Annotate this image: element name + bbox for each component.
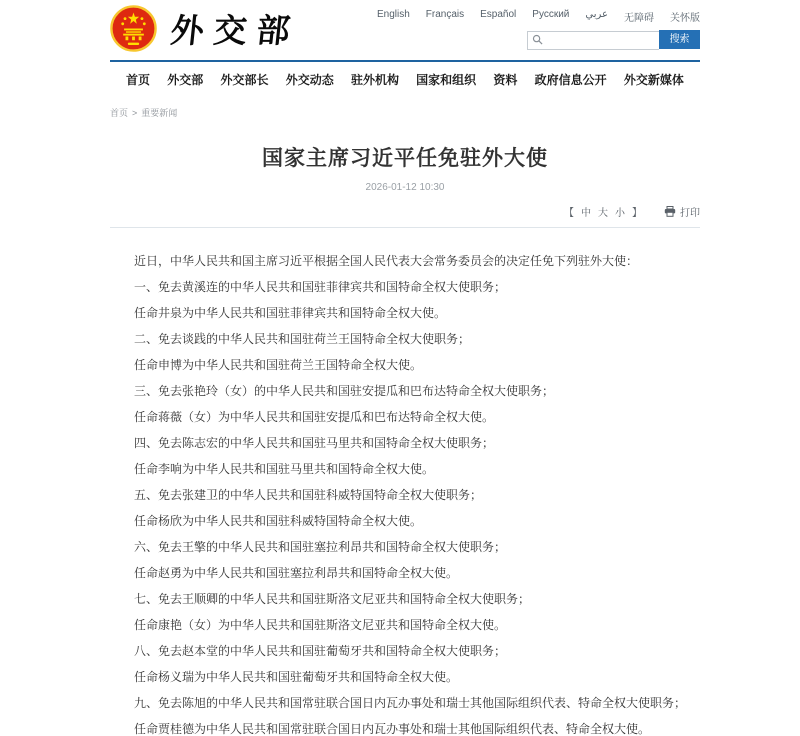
article-paragraph: 任命杨欣为中华人民共和国驻科威特国特命全权大使。 — [134, 514, 423, 528]
search-button[interactable]: 搜索 — [659, 30, 700, 49]
article-toolbar — [110, 204, 700, 228]
site-header — [110, 0, 700, 60]
nav-item[interactable]: 外交动态 — [285, 73, 334, 87]
language-link[interactable]: 关怀版 — [670, 13, 700, 24]
article-paragraph: 任命李响为中华人民共和国驻马里共和国特命全权大使。 — [134, 462, 435, 476]
article-date: 2026-01-12 10:30 — [365, 182, 445, 193]
language-link[interactable]: Español — [480, 9, 517, 20]
article-paragraph: 九、免去陈旭的中华人民共和国常驻联合国日内瓦办事处和瑞士其他国际组织代表、特命全权大使职务； — [134, 696, 687, 710]
bracket-close: 】 — [632, 208, 642, 219]
article-body — [110, 228, 700, 736]
breadcrumb-current[interactable]: 重要新闻 — [141, 108, 178, 118]
article-paragraph: 七、免去王顺卿的中华人民共和国驻斯洛文尼亚共和国特命全权大使职务； — [134, 592, 531, 606]
article-paragraph: 任命申博为中华人民共和国驻荷兰王国特命全权大使。 — [134, 358, 423, 372]
search-input[interactable] — [527, 31, 659, 50]
main-nav — [110, 60, 700, 97]
article-paragraph: 任命康艳（女）为中华人民共和国驻斯洛文尼亚共和国特命全权大使。 — [134, 618, 507, 632]
language-links — [377, 9, 700, 24]
nav-item[interactable]: 政府信息公开 — [534, 73, 607, 87]
print-button[interactable] — [664, 204, 700, 219]
search-box — [527, 30, 659, 50]
search-icon — [532, 34, 543, 45]
nav-item[interactable]: 外交部 — [167, 73, 204, 87]
language-link[interactable]: Français — [425, 9, 465, 20]
article-paragraph: 任命赵勇为中华人民共和国驻塞拉利昂共和国特命全权大使。 — [134, 566, 459, 580]
printer-icon — [664, 206, 676, 217]
article-paragraph: 任命蒋薇（女）为中华人民共和国驻安提瓜和巴布达特命全权大使。 — [134, 410, 495, 424]
site-title-calligraphy: 外交部 — [168, 12, 302, 49]
article-paragraph: 八、免去赵本堂的中华人民共和国驻葡萄牙共和国特命全权大使职务； — [134, 644, 507, 658]
font-size-small[interactable]: 小 — [615, 208, 625, 219]
article-paragraph: 任命井泉为中华人民共和国驻菲律宾共和国特命全权大使。 — [134, 306, 447, 320]
page-title: 国家主席习近平任免驻外大使 — [262, 147, 548, 170]
search-bar — [527, 30, 700, 50]
nav-item[interactable]: 首页 — [126, 73, 151, 87]
page-container — [110, 0, 700, 736]
nav-item[interactable]: 外交新媒体 — [623, 73, 684, 87]
article-paragraph: 四、免去陈志宏的中华人民共和国驻马里共和国特命全权大使职务； — [134, 436, 495, 450]
language-link[interactable]: English — [376, 9, 410, 20]
language-link[interactable]: 无障碍 — [624, 13, 654, 24]
language-link[interactable]: Русский — [532, 9, 570, 20]
article-paragraph: 五、免去张建卫的中华人民共和国驻科威特国特命全权大使职务； — [134, 488, 483, 502]
font-size-controls — [564, 204, 642, 219]
article-paragraph: 三、免去张艳玲（女）的中华人民共和国驻安提瓜和巴布达特命全权大使职务； — [134, 384, 555, 398]
breadcrumb-separator: > — [132, 108, 138, 118]
breadcrumb — [110, 106, 700, 119]
article-paragraph: 六、免去王擎的中华人民共和国驻塞拉利昂共和国特命全权大使职务； — [134, 540, 507, 554]
nav-item[interactable]: 资料 — [493, 73, 518, 87]
font-size-large[interactable]: 大 — [598, 208, 608, 219]
breadcrumb-home[interactable]: 首页 — [110, 108, 129, 118]
nav-item[interactable]: 外交部长 — [220, 73, 269, 87]
article-paragraph: 任命贾桂德为中华人民共和国常驻联合国日内瓦办事处和瑞士其他国际组织代表、特命全权大使。 — [134, 722, 651, 736]
article-paragraph: 任命杨义瑞为中华人民共和国驻葡萄牙共和国特命全权大使。 — [134, 670, 459, 684]
language-link[interactable]: عربي — [585, 9, 608, 20]
font-size-medium[interactable]: 中 — [581, 208, 591, 219]
nav-item[interactable]: 国家和组织 — [416, 73, 477, 87]
bracket-open: 【 — [564, 208, 574, 219]
article-paragraph: 二、免去谈践的中华人民共和国驻荷兰王国特命全权大使职务； — [134, 332, 471, 346]
print-label: 打印 — [680, 208, 700, 219]
article-paragraph: 近日，中华人民共和国主席习近平根据全国人民代表大会常务委员会的决定任免下列驻外大使： — [134, 254, 639, 268]
article-paragraph: 一、免去黄溪连的中华人民共和国驻菲律宾共和国特命全权大使职务； — [134, 280, 507, 294]
national-emblem-icon — [110, 5, 157, 52]
nav-item[interactable]: 驻外机构 — [350, 73, 399, 87]
